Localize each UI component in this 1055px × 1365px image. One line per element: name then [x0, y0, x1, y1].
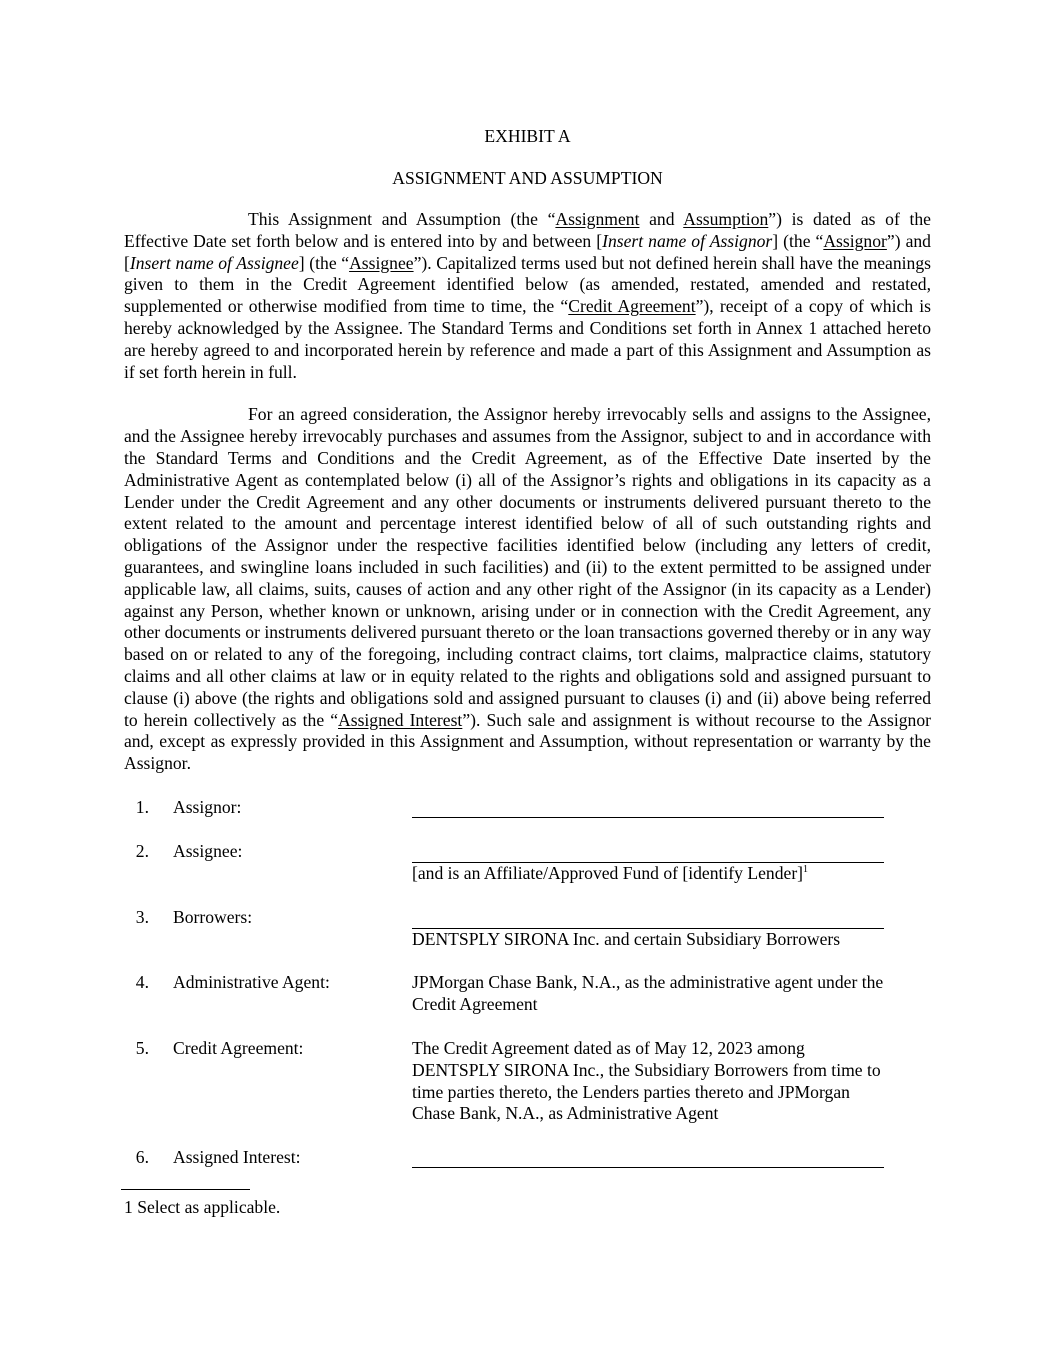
assigned-interest-blank-line[interactable] [412, 1147, 884, 1168]
borrowers-value: DENTSPLY SIRONA Inc. and certain Subsidiary Borrowers [412, 928, 841, 949]
assignor-blank-line[interactable] [412, 797, 884, 818]
assignee-blank-line[interactable] [412, 841, 884, 863]
list-item-assignor: 1. Assignor: [124, 797, 931, 819]
list-item-assigned-interest: 6. Assigned Interest: [124, 1147, 931, 1169]
assignee-note: [and is an Affiliate/Approved Fund of [identify Lender]$^1$ [412, 862, 809, 883]
list-item-administrative-agent: 4. Administrative Agent: JPMorgan Chase Bank, N.A., as the administrative agent under the Credit Agreement [135, 972, 884, 1015]
footnote-ref: 1 [803, 863, 809, 875]
terms-list [124, 797, 931, 1169]
borrowers-blank-line[interactable] [412, 907, 884, 929]
list-item-assignee: 2. Assignee: [and is an Affiliate/Approved Fund of [identify Lender]$^1$ [124, 841, 931, 885]
defined-term-assignee: Assignee [349, 252, 414, 273]
defined-term-assignor: Assignor [823, 230, 887, 251]
list-item-credit-agreement: 5. Credit Agreement: The Credit Agreement dated as of May 12, 2023 among DENTSPLY SIRONA Inc., the Subsidiary Borrowers from time to time parties thereto, the Lenders parties thereto and JPMorgan Chase Bank, N.A., as Administrative Agent [124, 1038, 931, 1125]
defined-term-assignment: Assignment [555, 209, 640, 229]
defined-term-assumption: Assumption [683, 209, 769, 229]
credit-agreement-value: The Credit Agreement dated as of May 12, 2023 among DENTSPLY SIRONA Inc., the Subsidiary Borrowers from time to time parties thereto, the Lenders parties thereto and JPMorgan Chase Bank, N.A., as Administrative Agent [412, 1037, 881, 1124]
document-page [124, 120, 931, 1169]
administrative-agent-value: JPMorgan Chase Bank, N.A., as the administrative agent under the Credit Agreement [412, 972, 884, 1015]
document-title: ASSIGNMENT AND ASSUMPTION [392, 168, 663, 188]
footnote: 1 Select as applicable. [124, 1197, 281, 1217]
consideration-paragraph: For an agreed consideration, the Assignor hereby irrevocably sells and assigns to the Assignee, and the Assignee hereby irrevocably purchases and assumes from the Assignor, subject to and in accordance with the Standard Terms and Conditions and the Credit Agreement, as of the Effective Date inserted by the Administrative Agent as contemplated below (i) all of the Assignor’s rights and obligations in its capacity as a Lender under the Credit Agreement and any other documents or instruments delivered pursuant thereto to the extent related to the amount and percentage interest identified below of all of such outstanding rights and obligations of the Assignor under the respective facilities identified below (including any letters of credit, guarantees, and swingline loans included in such facilities) and (ii) to the extent permitted to be assigned under applicable law, all claims, suits, causes of action and any other right of the Assignor (in its capacity as a Lender) against any Person, whether known or unknown, arising under or in connection with the Credit Agreement, any other documents or instruments delivered pursuant thereto or the loan transactions governed thereby or in any way based on or related to any of the foregoing, including contract claims, tort claims, malpractice claims, statutory claims and all other claims at law or in equity related to the rights and obligations sold and assigned pursuant to clause (i) above (the rights and obligations sold and assigned pursuant to clauses (i) and (ii) above being referred to herein collectively as the “Assigned Interest”). Such sale and assignment is without recourse to the Assignor and, except as expressly provided in this Assignment and Assumption, without representation or warranty by the Assignor. [124, 404, 931, 774]
footnote-divider [121, 1189, 250, 1190]
placeholder-assignor: Insert name of Assignor [602, 230, 773, 251]
placeholder-assignee: Insert name of Assignee [129, 252, 299, 273]
exhibit-title: EXHIBIT A [484, 126, 571, 146]
defined-term-assigned-interest: Assigned Interest [338, 709, 463, 730]
list-item-borrowers: 3. Borrowers: DENTSPLY SIRONA Inc. and certain Subsidiary Borrowers [124, 907, 931, 951]
defined-term-credit-agreement: Credit Agreement [568, 296, 696, 317]
intro-paragraph: This Assignment and Assumption (the “Assignment and Assumption”) is dated as of the Effective Date set forth below and is entered into by and between [Insert name of Assignor] (the “Assignor”) and [Insert name of Assignee] (the “Assignee”). Capitalized terms used but not defined herein shall have the meanings given to them in the Credit Agreement identified below (as amended, restated, amended and restated, supplemented or otherwise modified from time to time, the “Credit Agreement”), receipt of a copy of which is hereby acknowledged by the Assignee. The Standard Terms and Conditions set forth in Annex 1 attached hereto are hereby agreed to and incorporated herein by reference and made a part of this Assignment and Assumption as if set forth herein in full. [124, 209, 932, 382]
